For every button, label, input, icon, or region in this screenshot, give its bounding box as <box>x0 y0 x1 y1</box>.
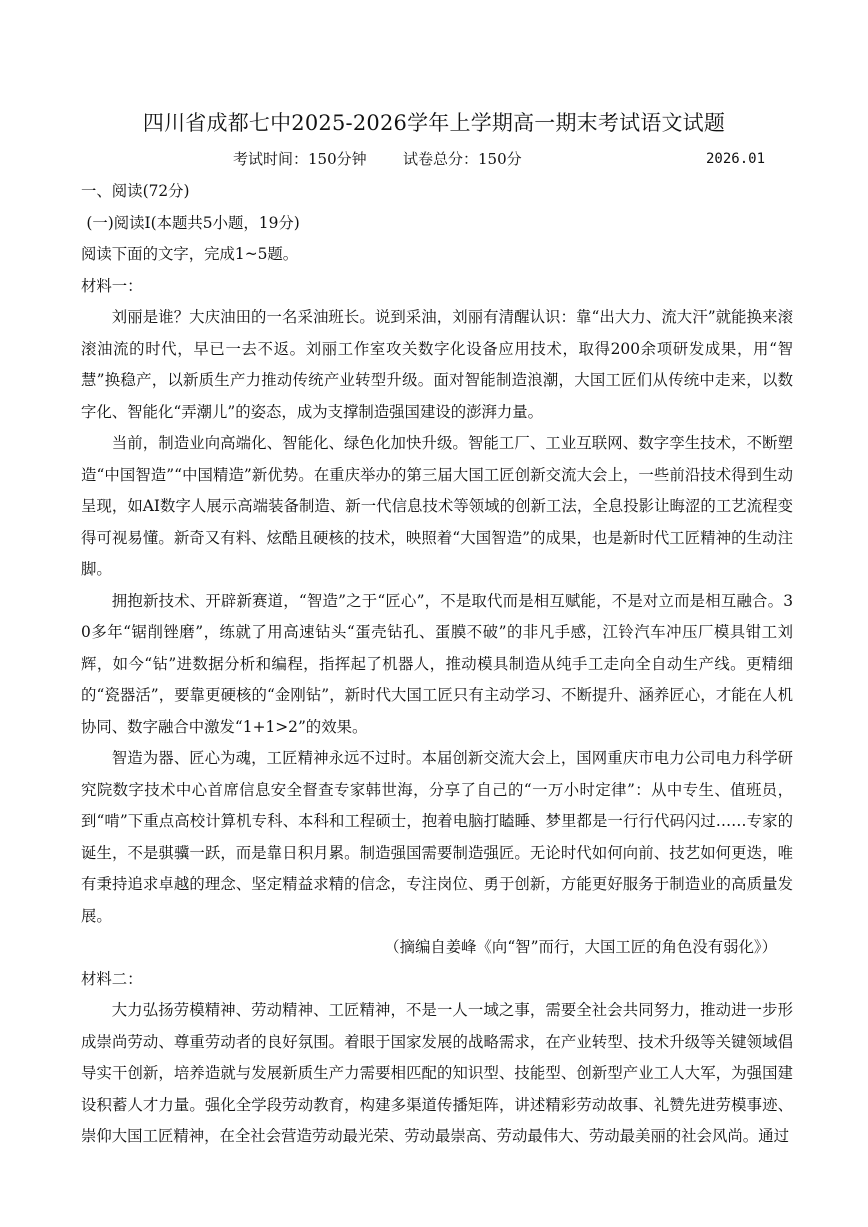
section-heading: 一、阅读(72分) <box>81 182 190 200</box>
reading-instruction: 阅读下面的文字，完成1~5题。 <box>81 245 299 263</box>
material-two-paragraph: 大力弘扬劳模精神、劳动精神、工匠精神，不是一人一域之事，需要全社会共同努力，推动进一步形成崇尚劳动、尊重劳动者的良好氛围。着眼于国家发展的战略需求，在产业转型、技术升级等关键领域倡导实干创新，培养造就与发展新质生产力需要相匹配的知识型、技能型、创新型产业工人大军，为强国建设积蓄人才力量。强化全学段劳动教育，构建多渠道传播矩阵，讲述精彩劳动故事、礼赞先进劳模事迹、崇仰大国工匠精神，在全社会营造劳动最光荣、劳动最崇高、劳动最伟大、劳动最美丽的社会风尚。通过 <box>81 1001 793 1145</box>
material-one-label: 材料一： <box>81 276 143 295</box>
exam-time: 考试时间：150分钟 <box>233 150 367 168</box>
exam-title: 四川省成都七中2025-2026学年上学期高一期末考试语文试题 <box>142 111 726 135</box>
exam-body <box>81 176 793 1153</box>
exam-meta-line <box>0 148 868 170</box>
material-one-paragraph: 拥抱新技术、开辟新赛道，“智造”之于“匠心”，不是取代而是相互赋能，不是对立而是相互融合。30多年“锯削锉磨”，练就了用高速钻头“蛋壳钻孔、蛋膜不破”的非凡手感，江铃汽车冲压厂模具钳工刘辉，如今“钻”进数据分析和编程，指挥起了机器人，推动模具制造从纯手工走向全自动生产线。更精细的“瓷器活”，要靠更硬核的“金刚钻”，新时代大国工匠只有主动学习、不断提升、涵养匠心，才能在人机协同、数字融合中激发“1+1>2”的效果。 <box>81 591 793 736</box>
total-score: 试卷总分：150分 <box>403 150 522 168</box>
material-one-paragraph: 智造为器、匠心为魂，工匠精神永远不过时。本届创新交流大会上，国网重庆市电力公司电力科学研究院数字技术中心首席信息安全督查专家韩世海，分享了自己的“一万小时定律”：从中专生、值班员，到“啃”下重点高校计算机专科、本科和工程硕士，抱着电脑打瞌睡、梦里都是一行行代码闪过……专家的诞生，不是骐骥一跃，而是靠日积月累。制造强国需要制造强匠。无论时代如何向前、技艺如何更迭，唯有秉持追求卓越的理念、坚定精益求精的信念，专注岗位、勇于创新，方能更好服务于制造业的高质量发展。 <box>81 749 793 925</box>
material-one-paragraph: 当前，制造业向高端化、智能化、绿色化加快升级。智能工厂、工业互联网、数字孪生技术，不断塑造“中国智造”“中国精造”新优势。在重庆举办的第三届大国工匠创新交流大会上，一些前沿技术得到生动呈现，如AI数字人展示高端装备制造、新一代信息技术等领域的创新工法，全息投影让晦涩的工艺流程变得可视易懂。新奇又有料、炫酷且硬核的技术，映照着“大国智造”的成果，也是新时代工匠精神的生动注脚。 <box>81 434 793 578</box>
material-two-label: 材料二： <box>81 969 143 988</box>
material-one-paragraph: 刘丽是谁？大庆油田的一名采油班长。说到采油，刘丽有清醒认识：靠“出大力、流大汗”就能换来滚滚油流的时代，早已一去不返。刘丽工作室攻关数字化设备应用技术，取得200余项研发成果，用“智慧”换稳产，以新质生产力推动传统产业转型升级。面对智能制造浪潮，大国工匠们从传统中走来，以数字化、智能化“弄潮儿”的姿态，成为支撑制造强国建设的澎湃力量。 <box>81 308 793 421</box>
material-one-source: （摘编自姜峰《向“智”而行，大国工匠的角色没有弱化》） <box>384 938 777 956</box>
subsection-heading: (一)阅读Ⅰ(本题共5小题，19分) <box>86 213 300 232</box>
exam-date: 2026.01 <box>706 151 766 167</box>
